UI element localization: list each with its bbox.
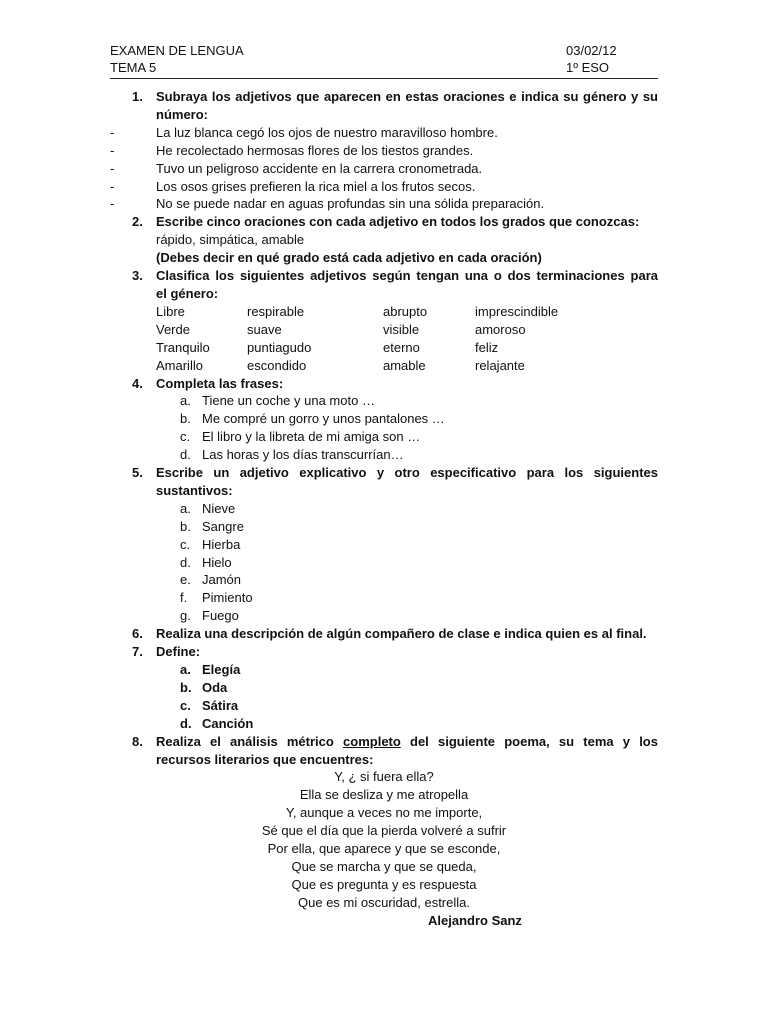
item-text: Pimiento	[202, 590, 253, 606]
question-text	[156, 733, 658, 751]
sentence-item	[110, 142, 658, 160]
item-text: Fuego	[202, 608, 239, 624]
question-number: 4.	[132, 375, 143, 391]
sentence-text: La luz blanca cegó los ojos de nuestro maravilloso hombre.	[156, 124, 498, 140]
list-item	[110, 536, 658, 554]
underlined-word: completo	[343, 733, 401, 749]
adjective-cell: suave	[247, 321, 282, 337]
question-text-cont: sustantivos:	[156, 482, 233, 498]
item-text: Oda	[202, 679, 228, 695]
sentence-text: He recolectado hermosas flores de los tiestos grandes.	[156, 142, 474, 158]
question-text: Define:	[156, 644, 201, 660]
item-letter: e.	[180, 572, 191, 588]
adjective-cell: respirable	[247, 303, 305, 319]
adjective-cell: imprescindible	[475, 303, 559, 319]
question-text-cont: el género:	[156, 285, 219, 301]
question-text: Clasifica los siguientes adjetivos según tengan una o dos terminaciones para	[156, 268, 658, 284]
question-number: 2.	[132, 214, 143, 230]
item-text: Sátira	[202, 697, 239, 713]
adjective-cell: Libre	[156, 303, 185, 319]
question-text-cont: número:	[156, 106, 208, 122]
item-letter: d.	[180, 715, 192, 731]
question-7	[110, 643, 658, 661]
poem-line: Que es pregunta y es respuesta	[291, 876, 477, 892]
exam-header	[110, 42, 658, 76]
poem-line: Y, ¿ si fuera ella?	[334, 769, 434, 785]
item-letter: c.	[180, 697, 191, 713]
question-number: 7.	[132, 644, 143, 660]
poem-line: Que es mi oscuridad, estrella.	[298, 894, 470, 910]
poem-line: Y, aunque a veces no me importe,	[285, 805, 483, 821]
poem-line: Sé que el día que la pierda volveré a sufrir	[261, 823, 507, 839]
list-item	[110, 679, 658, 697]
question-text-part: Realiza el análisis métrico	[156, 733, 334, 749]
dash-bullet: -	[110, 196, 115, 212]
list-item	[110, 554, 658, 572]
adjective-cell: Verde	[156, 321, 190, 337]
item-letter: c.	[180, 429, 191, 445]
question-text: Escribe un adjetivo explicativo y otro especificativo para los siguientes	[156, 465, 658, 481]
item-text: Me compré un gorro y unos pantalones …	[202, 411, 445, 427]
list-item	[110, 446, 658, 464]
list-item	[110, 589, 658, 607]
sentence-item	[110, 124, 658, 142]
item-text: Hielo	[202, 554, 232, 570]
exam-content	[110, 88, 658, 930]
item-letter: b.	[180, 411, 191, 427]
poem-author: Alejandro Sanz	[428, 912, 522, 928]
item-text: Elegía	[202, 662, 241, 677]
sentence-item	[110, 178, 658, 196]
list-item	[110, 392, 658, 410]
adjective-cell: eterno	[383, 339, 420, 355]
item-letter: g.	[180, 608, 191, 624]
sentence-text: Tuvo un peligroso accidente en la carrera cronometrada.	[156, 160, 483, 176]
item-text: Nieve	[202, 500, 236, 516]
adjective-cell: amable	[383, 357, 426, 373]
header-row-2	[110, 59, 658, 76]
list-item	[110, 410, 658, 428]
question-note: (Debes decir en qué grado está cada adjetivo en cada oración)	[156, 250, 542, 266]
item-text: Sangre	[202, 518, 244, 534]
item-letter: a.	[180, 500, 191, 516]
item-text: Tiene un coche y una moto …	[202, 393, 375, 409]
item-letter: a.	[180, 393, 191, 409]
list-item	[110, 500, 658, 518]
question-6	[110, 625, 658, 643]
question-text: Escribe cinco oraciones con cada adjetivo en todos los grados que conozcas:	[156, 214, 640, 230]
poem-line: Que se marcha y que se queda,	[291, 858, 477, 874]
question-number: 5.	[132, 465, 143, 481]
header-divider	[110, 78, 658, 79]
item-text: Jamón	[202, 572, 242, 588]
adjective-cell: abrupto	[383, 303, 428, 319]
question-text: Subraya los adjetivos que aparecen en estas oraciones e indica su género y su	[156, 89, 658, 104]
question-text: Realiza una descripción de algún compañero de clase e indica quien es al final.	[156, 626, 647, 642]
exam-title: EXAMEN DE LENGUA	[110, 43, 244, 58]
list-item	[110, 697, 658, 715]
poem-line: Por ella, que aparece y que se esconde,	[267, 841, 501, 857]
item-letter: a.	[180, 662, 191, 677]
adjective-cell: Amarillo	[156, 357, 203, 373]
list-item	[110, 715, 658, 733]
adjective-cell: amoroso	[475, 321, 526, 337]
list-item	[110, 571, 658, 589]
item-letter: d.	[180, 554, 191, 570]
adjective-cell: visible	[383, 321, 420, 337]
sentence-text: No se puede nadar en aguas profundas sin una sólida preparación.	[156, 196, 545, 212]
item-letter: f.	[180, 590, 188, 606]
dash-bullet: -	[110, 142, 115, 158]
question-number: 8.	[132, 733, 143, 749]
question-number: 1.	[132, 89, 143, 104]
exam-topic: TEMA 5	[110, 60, 157, 75]
item-text: Hierba	[202, 536, 241, 552]
dash-bullet: -	[110, 160, 115, 176]
question-text-part: del siguiente poema, su tema y los	[410, 733, 658, 749]
list-item	[110, 607, 658, 625]
sentence-item	[110, 160, 658, 178]
question-4	[110, 375, 658, 393]
exam-date: 03/02/12	[566, 43, 617, 58]
list-item	[110, 661, 658, 679]
item-letter: d.	[180, 447, 191, 463]
adjective-cell: Tranquilo	[156, 339, 210, 355]
question-text-cont: recursos literarios que encuentres:	[156, 751, 374, 767]
item-letter: c.	[180, 536, 191, 552]
question-text: Completa las frases:	[156, 375, 284, 391]
question-number: 3.	[132, 268, 143, 284]
dash-bullet: -	[110, 178, 115, 194]
adjective-cell: feliz	[475, 339, 499, 355]
list-item	[110, 518, 658, 536]
item-text: Las horas y los días transcurrían…	[202, 447, 404, 463]
question-number: 6.	[132, 626, 143, 642]
poem-line: Ella se desliza y me atropella	[299, 787, 469, 803]
adjective-cell: puntiagudo	[247, 339, 312, 355]
poem	[110, 768, 658, 911]
question-2	[110, 213, 658, 267]
question-3	[110, 267, 658, 374]
item-text: Canción	[202, 715, 254, 731]
item-letter: b.	[180, 679, 192, 695]
exam-grade: 1º ESO	[566, 60, 610, 75]
adjective-grid	[156, 303, 658, 375]
question-1	[110, 88, 658, 124]
question-8	[110, 733, 658, 769]
header-row-1	[110, 42, 658, 59]
question-5	[110, 464, 658, 500]
dash-bullet: -	[110, 124, 115, 140]
adjective-list: rápido, simpática, amable	[156, 232, 305, 248]
adjective-cell: escondido	[247, 357, 307, 373]
sentence-item	[110, 195, 658, 213]
item-letter: b.	[180, 518, 191, 534]
item-text: El libro y la libreta de mi amiga son …	[202, 429, 421, 445]
sentence-text: Los osos grises prefieren la rica miel a los frutos secos.	[156, 178, 476, 194]
adjective-cell: relajante	[475, 357, 525, 373]
list-item	[110, 428, 658, 446]
